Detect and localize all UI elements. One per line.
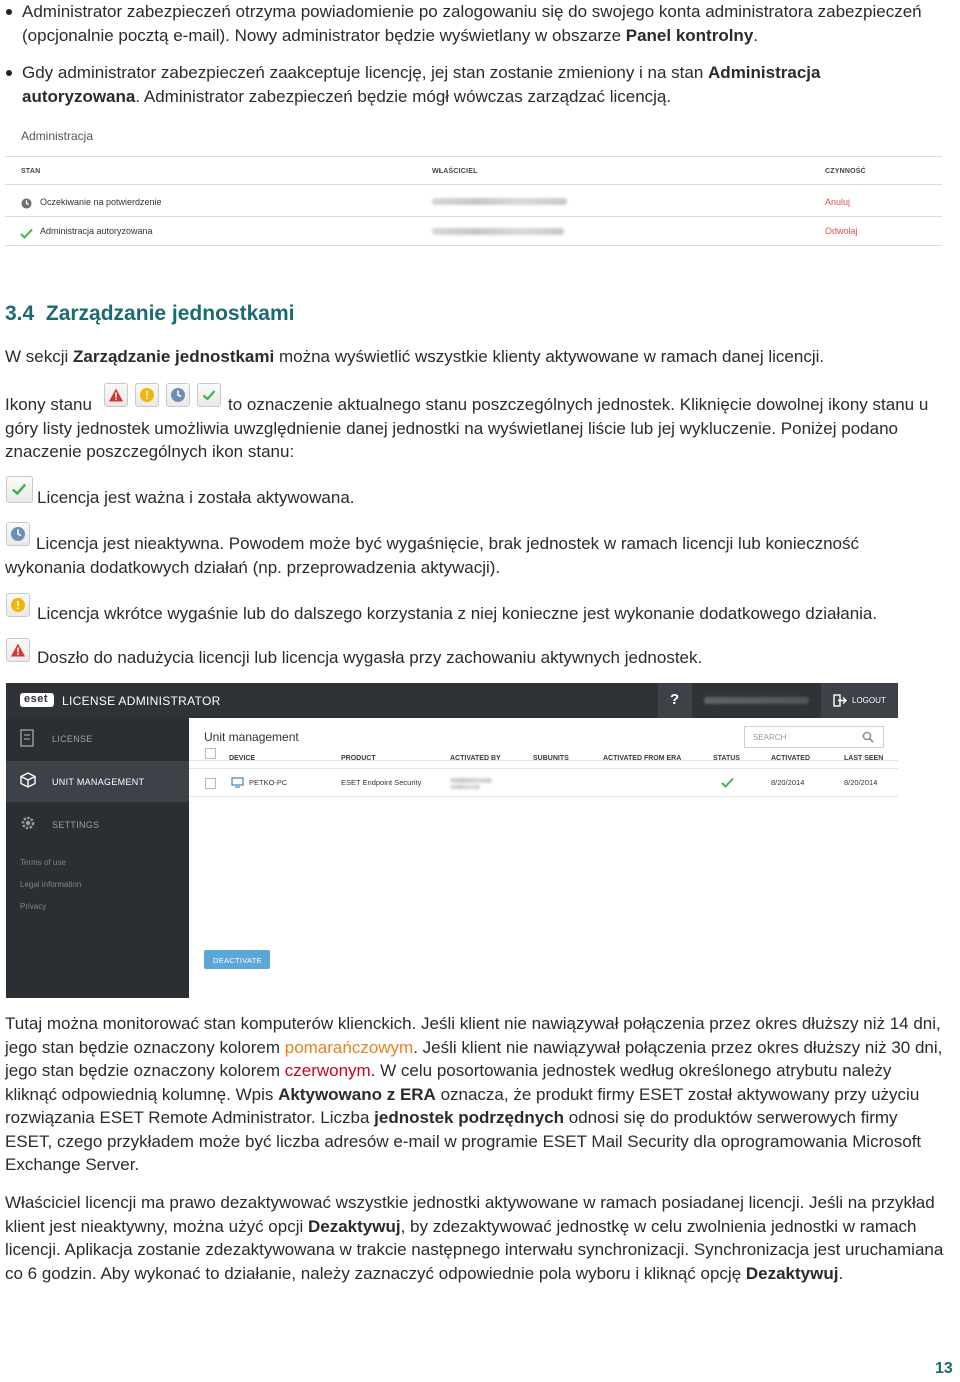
para-text: Właściciel licencji ma prawo dezaktywować wszystkie jednostki aktywowane w ramach posiadanej licencji. Jeśli na przykład klient jest nieaktywny, można użyć opcji bbox=[5, 1193, 935, 1236]
legend-inactive-text: Licencja jest nieaktywna. Powodem może być wygaśnięcie, brak jednostek w ramach licencji lub konieczność wykonania dodatkowych działań (np. przeprowadzenia aktywacji). bbox=[5, 534, 860, 577]
help-icon: ? bbox=[670, 691, 680, 708]
legend-valid-text: Licencja jest ważna i została aktywowana. bbox=[37, 488, 355, 507]
bold-term: jednostek podrzędnych bbox=[374, 1108, 565, 1127]
logout-label: LOGOUT bbox=[852, 696, 886, 705]
bullet-text: Administrator zabezpieczeń otrzyma powiadomienie po zalogowaniu się do swojego konta administratora zabezpieczeń (opcjonalnie pocztą e-mail). Nowy administrator będzie wyświetlany w obszarze bbox=[22, 2, 922, 45]
sidebar-item-label: UNIT MANAGEMENT bbox=[52, 777, 145, 787]
alert-triangle-icon bbox=[6, 638, 30, 662]
section-number: 3.4 bbox=[5, 302, 35, 325]
admin-row-status: Administracja autoryzowana bbox=[40, 226, 153, 236]
col-subunits[interactable]: SUBUNITS bbox=[533, 755, 569, 762]
sidebar-item-license[interactable] bbox=[6, 718, 189, 759]
sidebar-item-label: LICENSE bbox=[52, 734, 93, 744]
section-heading bbox=[5, 302, 294, 326]
logout-icon bbox=[833, 694, 847, 707]
deactivation-paragraph bbox=[5, 1191, 947, 1285]
para-text: odnosi się do produktów serwerowych firmy ESET, czego przykładem może być liczba adresów e-mail w programie ESET Mail Security dla oprogramowania Microsoft Exchange Server. bbox=[5, 1108, 922, 1174]
clock-icon bbox=[21, 196, 32, 214]
check-icon bbox=[6, 476, 33, 503]
logout-button[interactable] bbox=[821, 683, 898, 718]
para-text: . bbox=[838, 1263, 844, 1283]
check-icon bbox=[20, 226, 33, 244]
col-activated[interactable]: ACTIVATED bbox=[771, 755, 811, 762]
bold-term: Aktywowano z ERA bbox=[278, 1084, 436, 1104]
blurred-activated-by bbox=[450, 785, 480, 789]
sidebar bbox=[6, 718, 189, 998]
orange-word: pomarańczowym bbox=[284, 1037, 414, 1057]
warning-circle-icon bbox=[6, 593, 30, 617]
deactivate-label: DEACTIVATE bbox=[213, 956, 262, 965]
bold-term: Dezaktywuj bbox=[745, 1263, 839, 1283]
section-title: Zarządzanie jednostkami bbox=[45, 302, 295, 325]
device-name: PETKO-PC bbox=[249, 778, 288, 787]
eset-logo bbox=[20, 693, 54, 707]
header-action: CZYNNOŚĆ bbox=[825, 168, 866, 175]
privacy-link[interactable]: Privacy bbox=[20, 902, 47, 911]
icons-intro-rest: to oznaczenie aktualnego stanu poszczególnych jednostek. Kliknięcie dowolnej ikony stanu u góry listy jednostek umożliwia uwzględnienie danej jednostki na wyświetlanej liście lub jej wykluczenie. Poniżej podano znaczenie poszczególnych ikon stanu: bbox=[5, 395, 929, 461]
legal-info-link[interactable]: Legal information bbox=[20, 880, 82, 889]
bold-term: Panel kontrolny bbox=[625, 25, 754, 45]
blurred-owner-email bbox=[432, 228, 564, 235]
col-activated-from-era[interactable]: ACTIVATED FROM ERA bbox=[603, 755, 682, 762]
col-status[interactable]: STATUS bbox=[713, 755, 740, 762]
bold-term: Dezaktywuj bbox=[307, 1216, 401, 1236]
admin-row-status: Oczekiwanie na potwierdzenie bbox=[40, 197, 162, 207]
top-bar bbox=[6, 683, 898, 718]
red-word: czerwonym bbox=[284, 1061, 371, 1080]
divider bbox=[5, 216, 942, 217]
blurred-owner-email bbox=[432, 198, 567, 205]
divider bbox=[5, 245, 942, 246]
bullet-license-accept bbox=[22, 61, 942, 108]
help-button[interactable] bbox=[658, 683, 692, 718]
last-seen-date: 8/20/2014 bbox=[844, 778, 878, 787]
legend-expiring-text: Licencja wkrótce wygaśnie lub do dalszego korzystania z niej konieczne jest wykonanie dodatkowego działania. bbox=[37, 604, 878, 623]
sidebar-item-settings[interactable] bbox=[6, 804, 189, 845]
brand-text: eset bbox=[24, 693, 49, 705]
monitoring-paragraph bbox=[5, 1012, 945, 1177]
bold-term: Zarządzanie jednostkami bbox=[73, 347, 275, 366]
intro-text: W sekcji bbox=[5, 347, 73, 366]
row-checkbox[interactable] bbox=[205, 778, 216, 789]
divider bbox=[5, 184, 942, 185]
computer-icon bbox=[231, 777, 244, 788]
check-icon bbox=[721, 777, 734, 788]
gear-icon bbox=[20, 815, 36, 831]
divider bbox=[189, 796, 898, 797]
icons-intro-label: Ikony stanu bbox=[5, 395, 92, 414]
admin-table-title: Administracja bbox=[21, 129, 94, 143]
para-text: . Jeśli klient nie nawiązywał połączenia przez okres dłuższy niż 30 dni, jego stan będzie oznaczony kolorem bbox=[5, 1037, 943, 1080]
divider bbox=[5, 156, 942, 157]
select-all-checkbox[interactable] bbox=[205, 748, 216, 759]
bullet-text: . bbox=[753, 25, 759, 45]
col-product[interactable]: PRODUCT bbox=[341, 755, 376, 762]
bullet-text: Gdy administrator zabezpieczeń zaakceptuje licencję, jej stan zostanie zmieniony i na stan bbox=[22, 63, 709, 82]
bullet-text: . Administrator zabezpieczeń będzie mógł wówczas zarządzać licencją. bbox=[135, 86, 672, 106]
cancel-link[interactable]: Anuluj bbox=[825, 197, 851, 207]
main-panel bbox=[189, 718, 898, 998]
para-text: Tutaj można monitorować stan komputerów klienckich. Jeśli klient nie nawiązywał połączenia przez okres dłuższy niż 14 dni, jego stan będzie oznaczony kolorem bbox=[5, 1014, 941, 1057]
search-icon bbox=[862, 731, 874, 743]
blurred-activated-by bbox=[450, 778, 492, 783]
col-activated-by[interactable]: ACTIVATED BY bbox=[450, 755, 501, 762]
para-text: , by zdezaktywować jednostkę w celu zwolnienia jednostki w ramach licencji. Aplikacja zostanie zdezaktywowana w trakcie następnego interwału synchronizacji. Synchronizacja jest uruchamiana co 6 godzin. Aby wykonać to działanie, należy zaznaczyć odpowiednie pola wyboru i kliknąć opcję bbox=[5, 1216, 944, 1283]
deactivate-button[interactable] bbox=[204, 950, 270, 969]
header-stan: STAN bbox=[21, 168, 41, 175]
bullet-admin-notification bbox=[22, 0, 942, 47]
table-row[interactable] bbox=[189, 769, 898, 796]
legend-misuse-text: Doszło do nadużycia licencji lub licencja wygasła przy zachowaniu aktywnych jednostek. bbox=[37, 648, 703, 667]
para-text: . W celu posortowania jednostek według określonego atrybutu należy kliknąć odpowiednią kolumnę. Wpis bbox=[5, 1061, 892, 1104]
app-title: LICENSE ADMINISTRATOR bbox=[62, 694, 221, 708]
page-title: Unit management bbox=[204, 730, 299, 744]
col-device[interactable]: DEVICE bbox=[229, 755, 256, 762]
revoke-link[interactable]: Odwołaj bbox=[825, 226, 858, 236]
terms-link[interactable]: Terms of use bbox=[20, 858, 66, 867]
product-name: ESET Endpoint Security bbox=[341, 778, 422, 787]
blurred-username bbox=[704, 697, 809, 704]
license-icon bbox=[20, 729, 34, 747]
search-placeholder: SEARCH bbox=[753, 733, 787, 742]
activated-date: 8/20/2014 bbox=[771, 778, 805, 787]
cube-icon bbox=[20, 772, 36, 788]
header-owner: WŁAŚCICIEL bbox=[432, 168, 478, 175]
para-text: oznacza, że produkt firmy ESET został aktywowany przy użyciu rozwiązania ESET Remote Administrator. Liczba bbox=[5, 1084, 920, 1127]
search-input[interactable] bbox=[744, 726, 884, 748]
intro-text: można wyświetlić wszystkie klienty aktywowane w ramach danej licencji. bbox=[274, 347, 825, 366]
eset-license-admin-screenshot bbox=[6, 683, 898, 998]
section-intro bbox=[5, 345, 945, 369]
col-last-seen[interactable]: LAST SEEN bbox=[844, 755, 884, 762]
bold-term: Administracja autoryzowana bbox=[22, 63, 821, 106]
sidebar-item-unit-management[interactable] bbox=[6, 761, 189, 802]
page-number: 13 bbox=[935, 1360, 953, 1377]
sidebar-item-label: SETTINGS bbox=[52, 820, 100, 830]
